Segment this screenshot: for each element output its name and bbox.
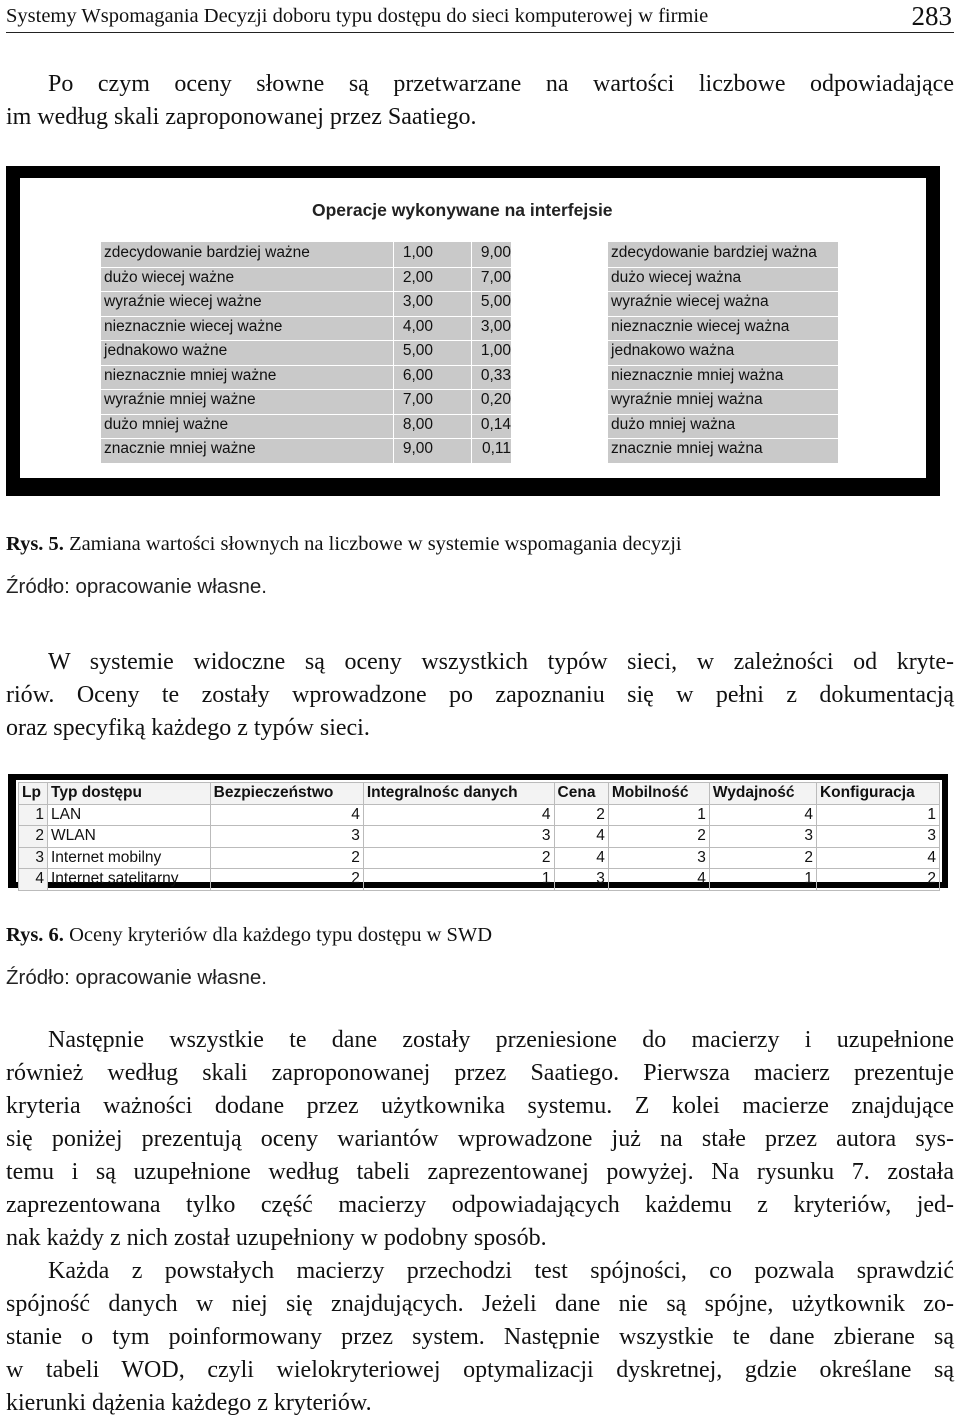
row-divider — [101, 316, 511, 317]
scale-value-1: 4,00 — [402, 317, 433, 335]
row-divider — [608, 267, 838, 268]
criterion-score: 1 — [363, 869, 554, 891]
row-number: 2 — [19, 826, 48, 848]
scale-label: nieznacznie mniej ważna — [611, 366, 784, 384]
scale-value-1: 1,00 — [402, 244, 433, 261]
table-row — [19, 826, 940, 848]
figure-5-heading: Operacje wykonywane na interfejsie — [312, 200, 613, 220]
interface-panel — [20, 178, 926, 478]
figure-5-screenshot — [6, 166, 940, 496]
criterion-score: 2 — [709, 847, 816, 869]
text-line: Po czym oceny słowne są przetwarzane na wartości liczbowe odpowiadające — [48, 71, 954, 97]
criterion-score: 2 — [210, 847, 363, 869]
scale-label: dużo mniej ważne — [104, 415, 229, 433]
criterion-score: 4 — [709, 804, 816, 826]
table-row — [19, 869, 940, 891]
caption-number: Rys. 6. — [6, 924, 64, 946]
row-divider — [101, 340, 511, 341]
scale-label: jednakowo ważne — [104, 342, 228, 360]
row-divider — [608, 414, 838, 415]
scale-value-2: 0,33 — [480, 366, 511, 384]
scale-value-2: 9,00 — [480, 244, 511, 261]
paragraph-3 — [6, 1024, 954, 1420]
column-header: Typ dostępu — [48, 783, 211, 805]
scale-label: jednakowo ważna — [611, 342, 735, 360]
scale-row — [101, 389, 511, 412]
scale-label: nieznacznie wiecej ważna — [611, 317, 790, 335]
scale-row — [101, 291, 511, 314]
column-header: Mobilność — [608, 783, 709, 805]
text-line: w tabeli WOD, czyli wielokryteriowej optymalizacji dyskretnej, gdzie określane są — [6, 1357, 954, 1383]
scale-label: wyraźnie wiecej ważna — [611, 293, 769, 311]
criterion-score: 2 — [608, 826, 709, 848]
row-divider — [608, 291, 838, 292]
scale-value-2: 0,14 — [480, 415, 511, 433]
row-divider — [608, 389, 838, 390]
row-number: 1 — [19, 804, 48, 826]
text-line: spójność danych w niej się znajdujących. Jeżeli dane nie są spójne, użytkownik zo- — [6, 1291, 954, 1317]
row-divider — [608, 365, 838, 366]
row-divider — [101, 414, 511, 415]
scale-value-2: 1,00 — [480, 342, 511, 360]
criterion-score: 3 — [363, 826, 554, 848]
caption-text: Oceny kryteriów dla każdego typu dostępu w SWD — [63, 924, 493, 946]
scale-row — [101, 438, 511, 461]
column-divider — [471, 242, 472, 463]
text-line: riów. Oceny te zostały wprowadzone po zapoznaniu się w pełni z dokumentacją — [6, 682, 954, 708]
criterion-score: 3 — [709, 826, 816, 848]
scale-row — [608, 365, 838, 388]
running-title: Systemy Wspomagania Decyzji doboru typu dostępu do sieci komputerowej w firmie — [6, 5, 709, 27]
criteria-table — [18, 782, 940, 891]
scale-value-2: 3,00 — [480, 317, 511, 335]
figure-5-caption — [6, 533, 682, 556]
scale-label: wyraźnie mniej ważna — [611, 391, 763, 409]
text-line: zaprezentowana tylko część macierzy odpowiadających każdemu z kryteriów, jed- — [6, 1192, 954, 1218]
column-header: Konfiguracja — [816, 783, 939, 805]
scale-row — [608, 389, 838, 412]
scale-value-1: 6,00 — [402, 366, 433, 384]
criterion-score: 1 — [709, 869, 816, 891]
criterion-score: 2 — [554, 804, 608, 826]
access-type: Internet mobilny — [48, 847, 211, 869]
criterion-score: 1 — [608, 804, 709, 826]
column-header: Wydajność — [709, 783, 816, 805]
scale-row — [608, 242, 838, 265]
scale-value-1: 5,00 — [402, 342, 433, 360]
scale-value-2: 7,00 — [480, 268, 511, 286]
row-number: 3 — [19, 847, 48, 869]
row-divider — [608, 438, 838, 439]
scale-row — [101, 365, 511, 388]
scale-value-2: 0,11 — [481, 440, 511, 458]
scale-row — [101, 414, 511, 437]
scale-label: zdecydowanie bardziej ważne — [104, 244, 310, 261]
scale-value-2: 0,20 — [480, 391, 511, 409]
criterion-score: 2 — [816, 869, 939, 891]
row-divider — [101, 291, 511, 292]
scale-label: znacznie mniej ważna — [611, 440, 763, 458]
scale-value-1: 3,00 — [402, 293, 433, 311]
column-header: Integralnośc danych — [363, 783, 554, 805]
scale-row — [608, 340, 838, 363]
criterion-score: 4 — [608, 869, 709, 891]
verbal-numeric-table — [101, 242, 511, 463]
scale-row — [101, 316, 511, 339]
criterion-score: 4 — [363, 804, 554, 826]
text-line: oraz specyfiką każdego z typów sieci. — [6, 715, 370, 741]
criterion-score: 3 — [554, 869, 608, 891]
scale-value-1: 9,00 — [402, 440, 433, 458]
criterion-score: 4 — [554, 847, 608, 869]
running-header — [6, 0, 954, 33]
criterion-score: 4 — [816, 847, 939, 869]
text-line: Każda z powstałych macierzy przechodzi test spójności, co pozwala sprawdzić — [48, 1258, 954, 1284]
scale-label: wyraźnie mniej ważne — [104, 391, 256, 409]
scale-value-2: 5,00 — [480, 293, 511, 311]
column-header: Bezpieczeństwo — [210, 783, 363, 805]
page-number: 283 — [911, 1, 952, 31]
text-line: nak każdy z nich został uzupełniony w podobny sposób. — [6, 1225, 547, 1251]
scale-row — [608, 414, 838, 437]
criterion-score: 3 — [816, 826, 939, 848]
criterion-score: 2 — [363, 847, 554, 869]
caption-number: Rys. 5. — [6, 533, 64, 555]
scale-row — [101, 340, 511, 363]
row-divider — [101, 389, 511, 390]
criterion-score: 4 — [210, 804, 363, 826]
figure-5-source: Źródło: opracowanie własne. — [6, 575, 267, 598]
access-type: WLAN — [48, 826, 211, 848]
text-line: również według skali zaproponowanej przez Saatiego. Pierwsza macierz prezentuje — [6, 1060, 954, 1086]
criterion-score: 1 — [816, 804, 939, 826]
row-divider — [101, 365, 511, 366]
scale-label: nieznacznie wiecej ważne — [104, 317, 283, 335]
paragraph-2 — [6, 646, 954, 745]
row-divider — [608, 316, 838, 317]
scale-value-1: 2,00 — [402, 268, 433, 286]
criterion-score: 3 — [210, 826, 363, 848]
text-line: im według skali zaproponowanej przez Saatiego. — [6, 104, 477, 130]
scale-row — [101, 242, 511, 265]
table-header-row — [19, 783, 940, 805]
scale-label: wyraźnie wiecej ważne — [104, 293, 262, 311]
intro-paragraph — [6, 68, 954, 134]
text-line: Następnie wszystkie te dane zostały przeniesione do macierzy i uzupełnione — [48, 1027, 954, 1053]
scale-label: zdecydowanie bardziej ważna — [611, 244, 817, 261]
scale-row — [608, 438, 838, 461]
scale-row — [608, 316, 838, 339]
scale-label: nieznacznie mniej ważne — [104, 366, 277, 384]
text-line: się poniżej prezentują oceny wariantów wprowadzone już na stałe przez autora sys- — [6, 1126, 954, 1152]
row-divider — [101, 267, 511, 268]
access-type: LAN — [48, 804, 211, 826]
figure-6-source: Źródło: opracowanie własne. — [6, 966, 267, 989]
verbal-list — [608, 242, 838, 463]
figure-6-caption — [6, 924, 492, 947]
text-line: kierunki dążenia każdego z kryteriów. — [6, 1390, 372, 1416]
table-row — [19, 804, 940, 826]
column-header: Lp — [19, 783, 48, 805]
scale-value-1: 8,00 — [402, 415, 433, 433]
row-divider — [101, 438, 511, 439]
scale-label: dużo wiecej ważne — [104, 268, 235, 286]
scale-label: znacznie mniej ważne — [104, 440, 256, 458]
scale-row — [608, 267, 838, 290]
scale-row — [101, 267, 511, 290]
scale-label: dużo wiecej ważna — [611, 268, 742, 286]
criterion-score: 2 — [210, 869, 363, 891]
text-line: stanie o tym poinformowany przez system. Następnie wszystkie te dane zbierane są — [6, 1324, 954, 1350]
table-row — [19, 847, 940, 869]
row-number: 4 — [19, 869, 48, 891]
figure-6-screenshot — [8, 774, 948, 888]
scale-label: dużo mniej ważna — [611, 415, 736, 433]
criterion-score: 4 — [554, 826, 608, 848]
criteria-grid — [16, 780, 942, 888]
caption-text: Zamiana wartości słownych na liczbowe w systemie wspomagania decyzji — [63, 533, 682, 555]
column-divider — [393, 242, 394, 463]
access-type: Internet satelitarny — [48, 869, 211, 891]
scale-value-1: 7,00 — [402, 391, 433, 409]
scale-row — [608, 291, 838, 314]
text-line: W systemie widoczne są oceny wszystkich typów sieci, w zależności od kryte- — [48, 649, 954, 675]
text-line: temu i są uzupełnione według tabeli zaprezentowanej powyżej. Na rysunku 7. została — [6, 1159, 954, 1185]
row-divider — [608, 340, 838, 341]
column-header: Cena — [554, 783, 608, 805]
text-line: kryteria ważności dodane przez użytkownika systemu. Z kolei macierze znajdujące — [6, 1093, 954, 1119]
criterion-score: 3 — [608, 847, 709, 869]
